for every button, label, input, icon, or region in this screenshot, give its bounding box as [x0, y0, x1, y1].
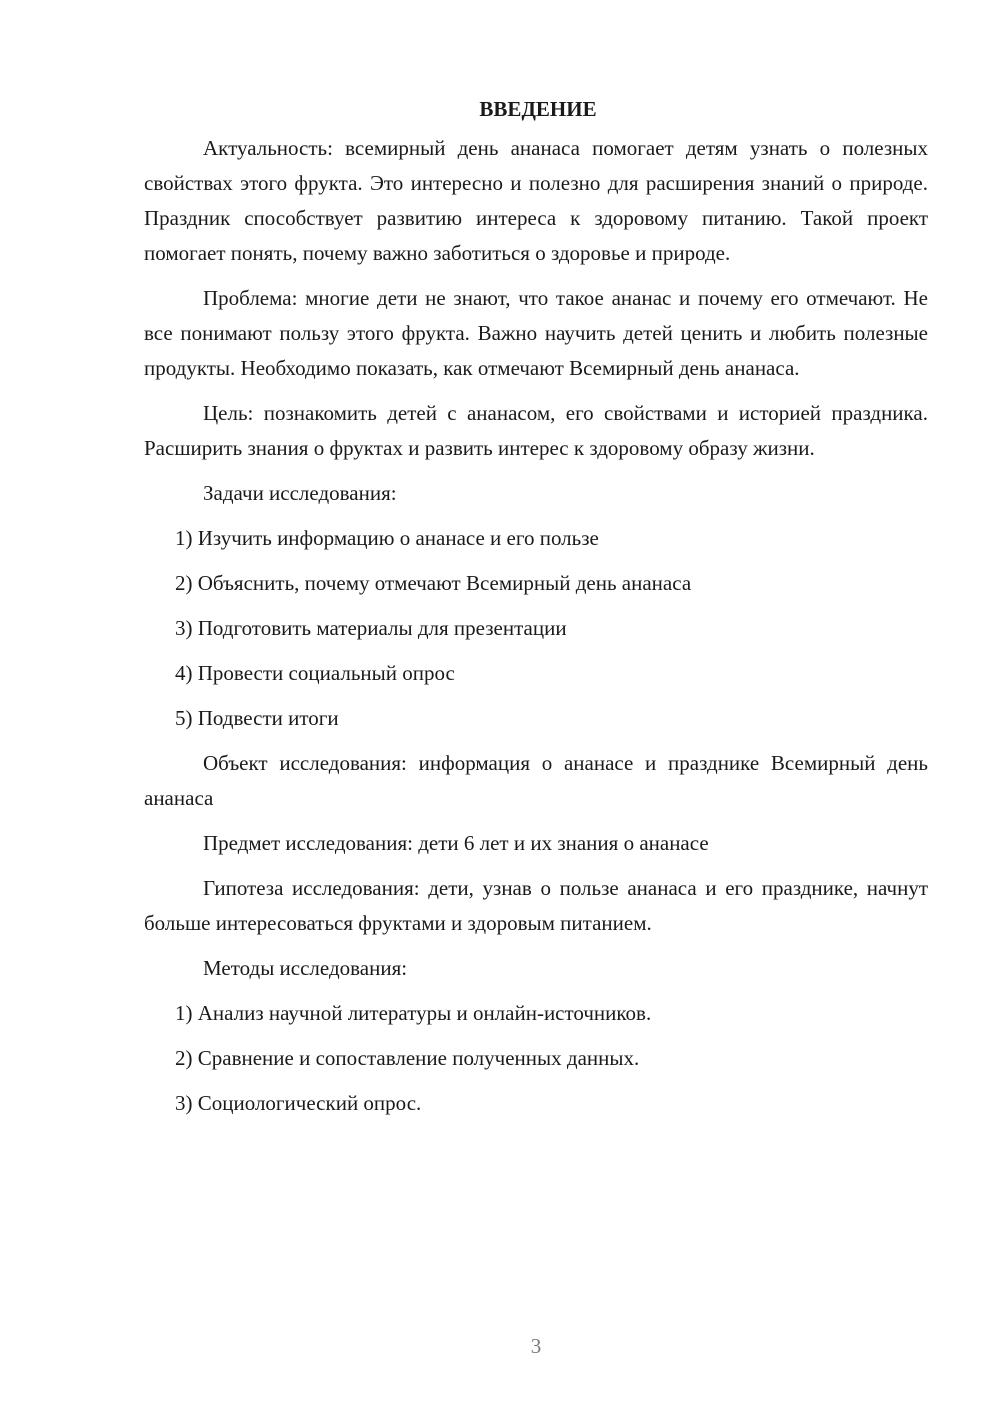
tasks-heading: Задачи исследования: — [203, 481, 397, 505]
page-number: 3 — [530, 1334, 542, 1358]
task-item: 5) Подвести итоги — [175, 706, 339, 730]
problem-paragraph: Проблема: многие дети не знают, что такое ананас и почему его отмечают. Не все понимают пользу этого фрукта. Важно научить детей ценить и любить полезные продукты. Необходимо показать, как отмечают Всемирный день ананаса. — [144, 286, 928, 380]
object-paragraph: Объект исследования: информация о ананасе и празднике Всемирный день ананаса — [144, 751, 928, 810]
subject-paragraph: Предмет исследования: дети 6 лет и их знания о ананасе — [203, 831, 709, 855]
relevance-paragraph: Актуальность: всемирный день ананаса помогает детям узнать о полезных свойствах этого фрукта. Это интересно и полезно для расширения знаний о природе. Праздник способствует развитию интереса к здоровому питанию. Такой проект помогает понять, почему важно заботиться о здоровье и природе. — [144, 136, 928, 265]
methods-list — [144, 996, 928, 1121]
method-item: 2) Сравнение и сопоставление полученных данных. — [175, 1046, 640, 1070]
section-title: ВВЕДЕНИЕ — [479, 97, 597, 121]
task-item: 4) Провести социальный опрос — [175, 661, 455, 685]
task-item: 3) Подготовить материалы для презентации — [175, 616, 567, 640]
page-body — [144, 92, 928, 1131]
methods-heading: Методы исследования: — [203, 956, 408, 980]
task-item: 1) Изучить информацию о ананасе и его пользе — [175, 526, 599, 550]
task-item: 2) Объяснить, почему отмечают Всемирный день ананаса — [175, 571, 692, 595]
tasks-list — [144, 521, 928, 736]
goal-paragraph: Цель: познакомить детей с ананасом, его свойствами и историей праздника. Расширить знания о фруктах и развить интерес к здоровому образу жизни. — [144, 401, 928, 460]
hypothesis-paragraph: Гипотеза исследования: дети, узнав о пользе ананаса и его празднике, начнут больше интересоваться фруктами и здоровым питанием. — [144, 876, 928, 935]
method-item: 1) Анализ научной литературы и онлайн-источников. — [175, 1001, 652, 1025]
method-item: 3) Социологический опрос. — [175, 1091, 422, 1115]
